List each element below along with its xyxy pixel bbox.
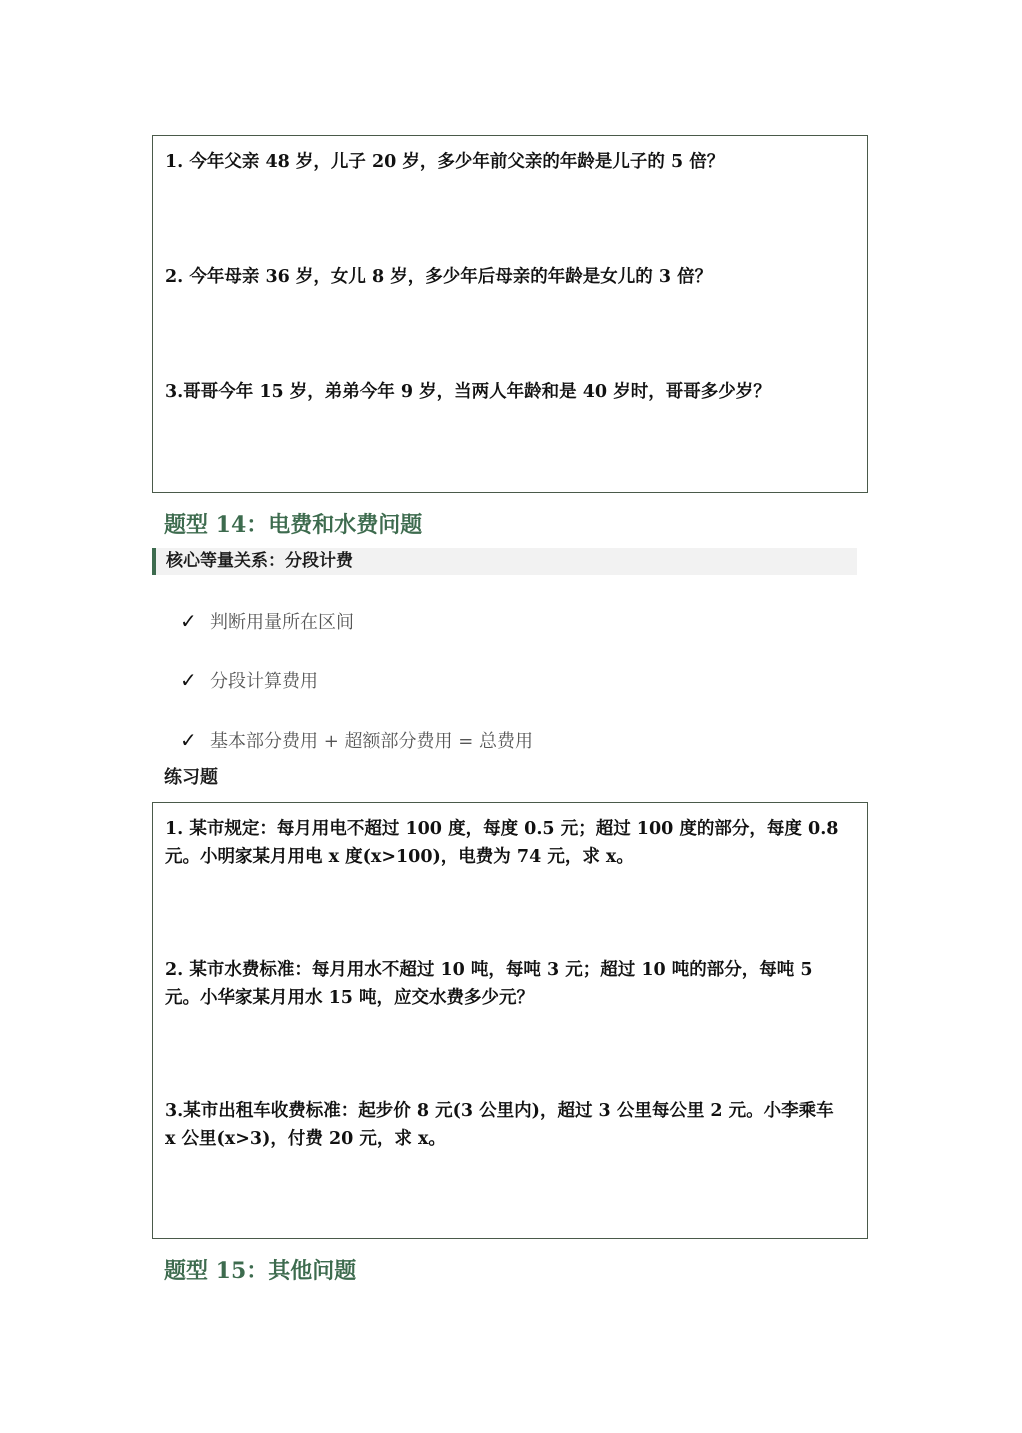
- exercise-box-section14: [152, 802, 868, 1239]
- section-title-15: 题型 15：其他问题: [164, 1258, 357, 1284]
- checklist-item-label: 分段计算费用: [210, 671, 318, 692]
- exercise-item: 1. 某市规定：每月用电不超过 100 度，每度 0.5 元；超过 100 度的部分，每度 0.8 元。小明家某月用电 x 度(x>100)，电费为 74 元，求 x。: [165, 819, 839, 867]
- checkmark-icon: ✓: [180, 728, 197, 752]
- checklist-item-label: 判断用量所在区间: [210, 612, 354, 633]
- practice-label: 练习题: [164, 767, 218, 788]
- exercise-box-section13: [152, 135, 868, 493]
- checkmark-icon: ✓: [180, 668, 197, 692]
- checklist-item: [180, 667, 318, 695]
- exercise-item: 2. 今年母亲 36 岁，女儿 8 岁，多少年后母亲的年龄是女儿的 3 倍？: [165, 267, 713, 287]
- core-relation-banner: [152, 548, 857, 575]
- core-relation-text: 核心等量关系：分段计费: [166, 551, 353, 571]
- exercise-item: 3.某市出租车收费标准：起步价 8 元(3 公里内)，超过 3 公里每公里 2 元。小李乘车 x 公里(x>3)，付费 20 元，求 x。: [165, 1101, 834, 1149]
- checklist-item: [180, 727, 533, 755]
- section-title-14: 题型 14：电费和水费问题: [164, 512, 423, 538]
- exercise-item: 2. 某市水费标准：每月用水不超过 10 吨，每吨 3 元；超过 10 吨的部分，每吨 5 元。小华家某月用水 15 吨，应交水费多少元？: [165, 960, 813, 1008]
- checklist-item: [180, 608, 354, 636]
- checkmark-icon: ✓: [180, 609, 197, 633]
- exercise-item: 1. 今年父亲 48 岁，儿子 20 岁，多少年前父亲的年龄是儿子的 5 倍？: [165, 152, 725, 172]
- checklist-item-label: 基本部分费用 + 超额部分费用 = 总费用: [210, 731, 534, 752]
- exercise-item: 3.哥哥今年 15 岁，弟弟今年 9 岁，当两人年龄和是 40 岁时，哥哥多少岁？: [165, 382, 771, 402]
